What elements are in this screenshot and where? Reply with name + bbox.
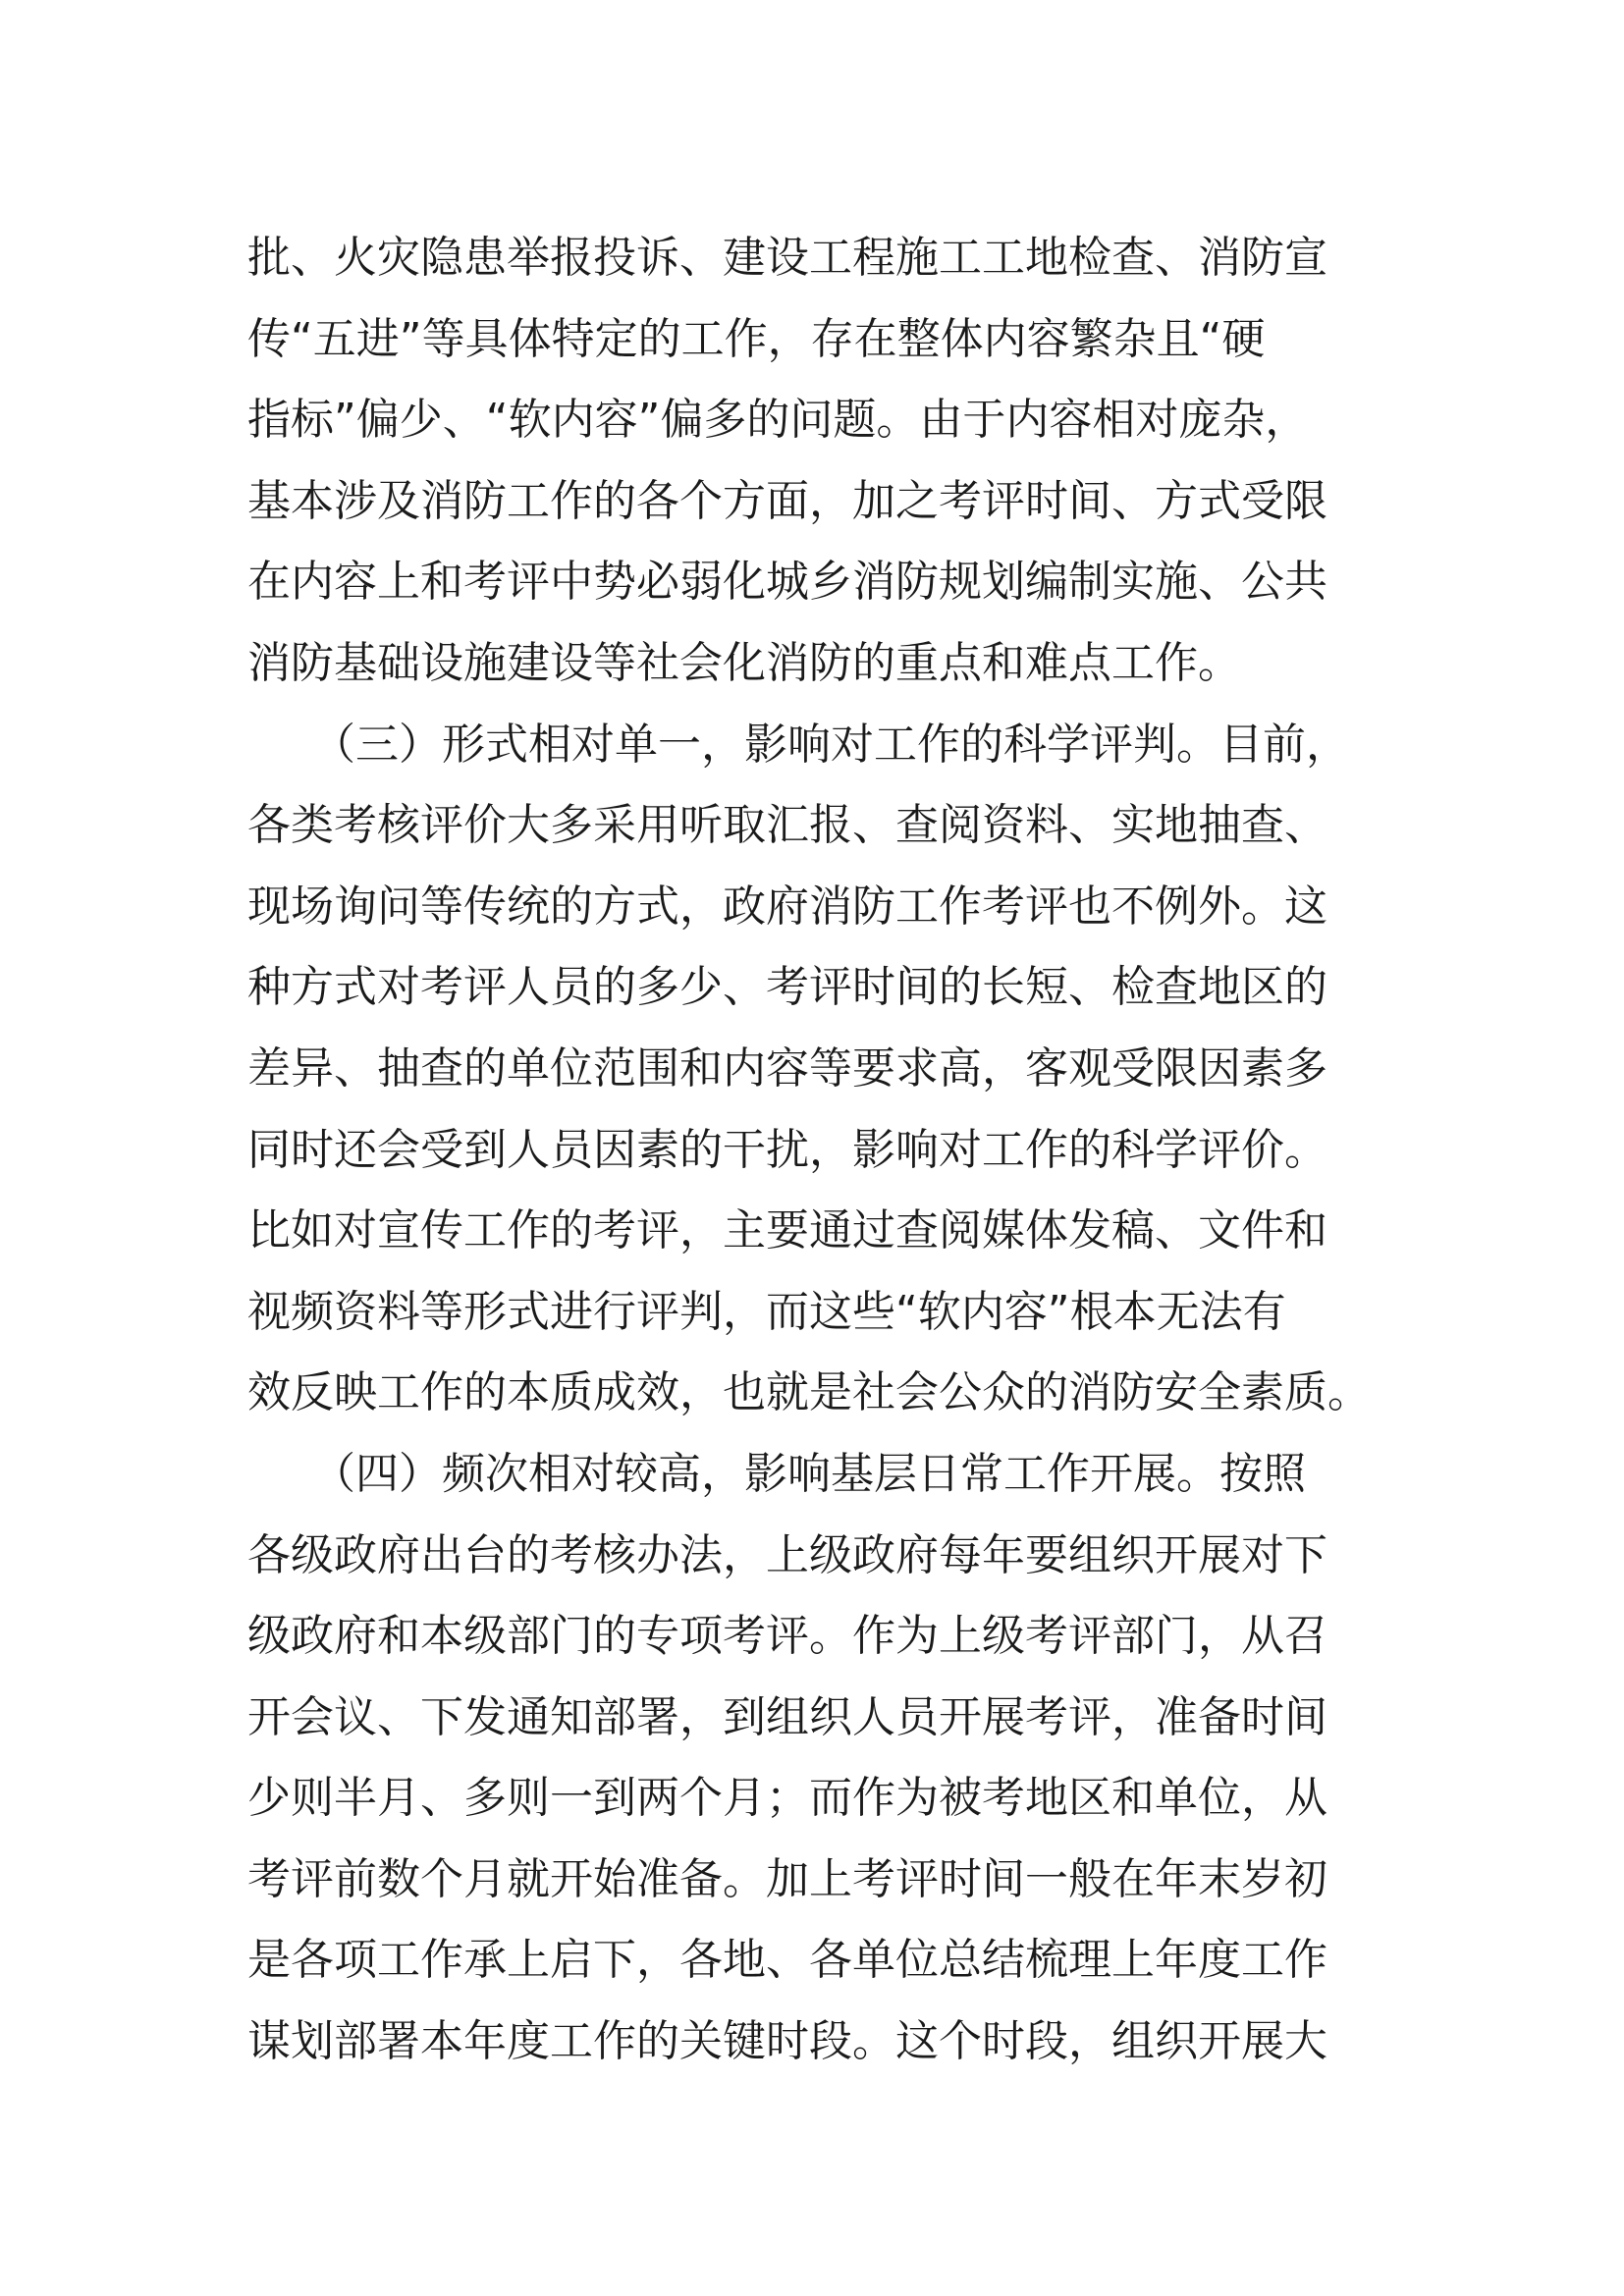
text-line: 是各项工作承上启下，各地、各单位总结梳理上年度工作 — [247, 1935, 1327, 1986]
text-line: 开会议、下发通知部署，到组织人员开展考评，准备时间 — [247, 1691, 1327, 1742]
text-line: 指标”偏少、“软内容”偏多的问题。由于内容相对庞杂， — [247, 395, 1309, 446]
text-line: 各级政府出台的考核办法，上级政府每年要组织开展对下 — [247, 1529, 1327, 1580]
body-text — [247, 218, 1386, 2083]
text-line: 级政府和本级部门的专项考评。作为上级考评部门，从召 — [247, 1611, 1327, 1662]
text-line: 种方式对考评人员的多少、考评时间的长短、检查地区的 — [247, 962, 1327, 1013]
text-line: 少则半月、多则一到两个月；而作为被考地区和单位，从 — [247, 1773, 1327, 1824]
text-line: 考评前数个月就开始准备。加上考评时间一般在年末岁初 — [247, 1853, 1327, 1904]
text-line: 现场询问等传统的方式，政府消防工作考评也不例外。这 — [247, 881, 1327, 932]
text-line: 差异、抽查的单位范围和内容等要求高，客观受限因素多 — [247, 1042, 1327, 1094]
text-line: 同时还会受到人员因素的干扰，影响对工作的科学评价。 — [247, 1124, 1327, 1175]
text-line: 批、火灾隐患举报投诉、建设工程施工工地检查、消防宣 — [247, 233, 1327, 283]
text-line: 传“五进”等具体特定的工作，存在整体内容繁杂且“硬 — [247, 313, 1266, 364]
text-line: 在内容上和考评中势必弱化城乡消防规划编制实施、公共 — [247, 557, 1327, 608]
text-line: 基本涉及消防工作的各个方面，加之考评时间、方式受限 — [247, 475, 1327, 526]
text-line: 视频资料等形式进行评判，而这些“软内容”根本无法有 — [247, 1286, 1286, 1337]
text-line: 谋划部署本年度工作的关键时段。这个时段，组织开展大 — [247, 2016, 1327, 2067]
text-line: 消防基础设施建设等社会化消防的重点和难点工作。 — [247, 637, 1241, 688]
text-line: 效反映工作的本质成效，也就是社会公众的消防安全素质。 — [247, 1367, 1371, 1418]
text-line: 各类考核评价大多采用听取汇报、查阅资料、实地抽查、 — [247, 800, 1327, 851]
section-heading-3: （三）形式相对单一，影响对工作的科学评判。目前， — [247, 719, 1349, 770]
section-heading-4: （四）频次相对较高，影响基层日常工作开展。按照 — [247, 1448, 1306, 1499]
text-line: 比如对宣传工作的考评，主要通过查阅媒体发稿、文件和 — [247, 1205, 1327, 1256]
